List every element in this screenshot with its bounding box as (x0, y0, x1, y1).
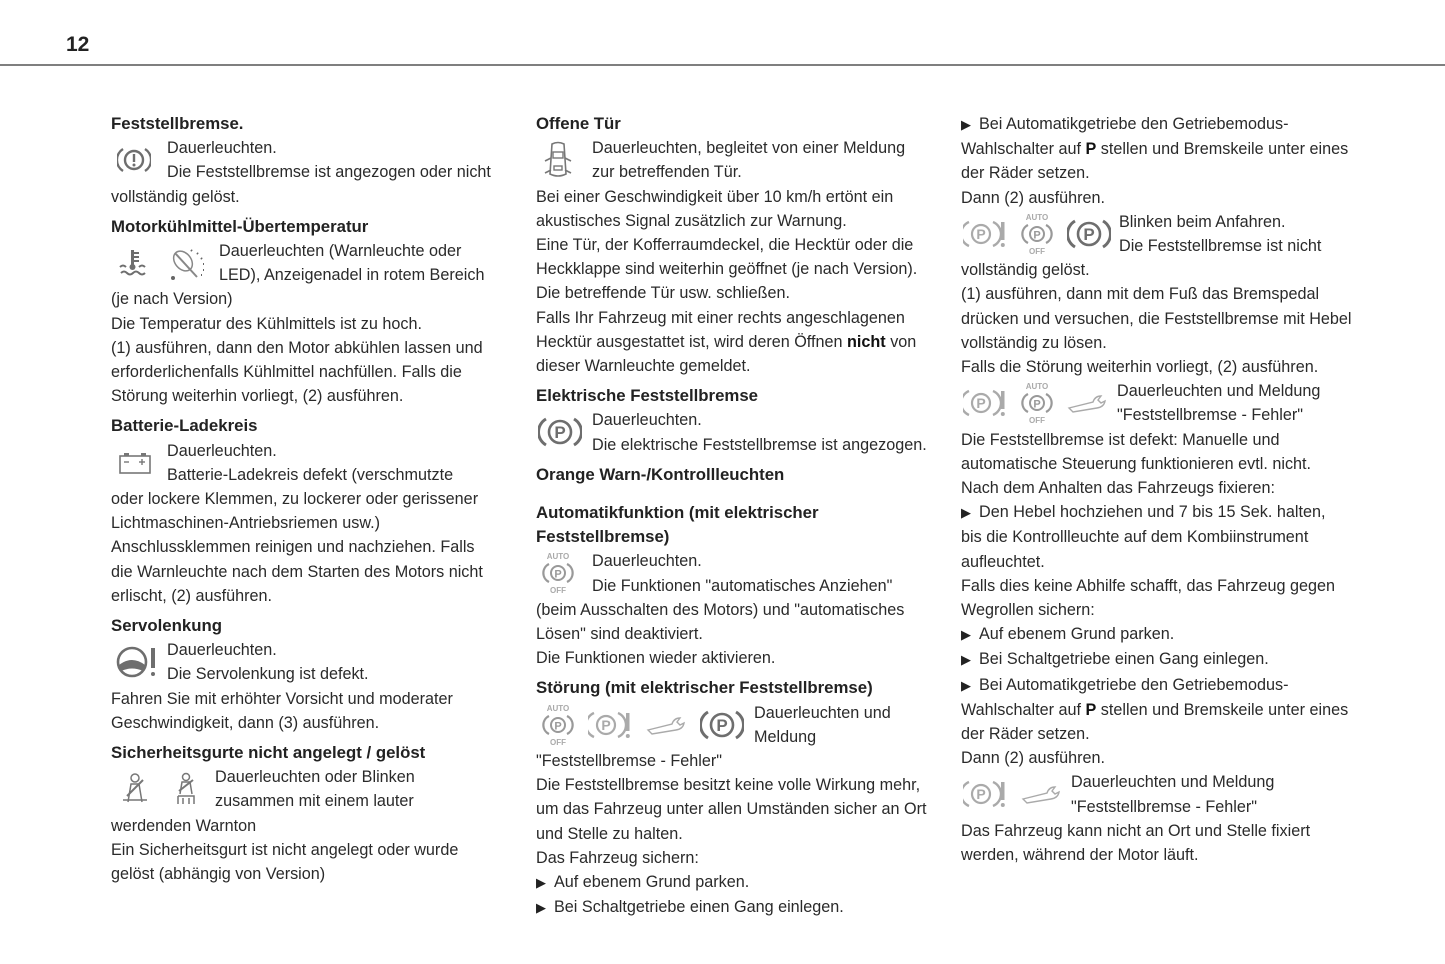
list-item: ▶ Auf ebenem Grund parken. (961, 622, 1361, 647)
svg-text:P: P (554, 720, 562, 733)
electric-parking-brake-icon (700, 708, 744, 742)
section-title-auto-function: Automatikfunktion (mit elektrischer (536, 503, 819, 523)
section-title-coolant: Motorkühlmittel-Übertemperatur (111, 216, 369, 236)
section-title-power-steering: Servolenkung (111, 616, 222, 636)
auto-off-parking-icon (1021, 212, 1053, 256)
svg-text:P: P (601, 716, 611, 733)
wrench-icon (646, 715, 686, 735)
auto-off-parking-icon (1021, 381, 1053, 425)
section-title-parking-brake: Feststellbremse. (111, 114, 244, 133)
svg-text:P: P (716, 715, 728, 735)
brake-warning-icon (117, 136, 151, 184)
coolant-temperature-icon (117, 248, 149, 278)
svg-text:P: P (1083, 224, 1095, 244)
svg-text:P: P (976, 395, 986, 412)
power-steering-icon (115, 638, 159, 686)
svg-text:OFF: OFF (1029, 416, 1045, 426)
section-title-electric-parking-brake: Elektrische Feststellbremse (536, 386, 758, 406)
svg-text:AUTO: AUTO (1025, 212, 1049, 222)
seatbelt-driver-icon (121, 772, 149, 806)
list-item: ▶ Bei Schaltgetriebe einen Gang einlegen. (961, 647, 1361, 672)
section-title-orange-lights: Orange Warn-/Kontrollleuchten (536, 464, 785, 484)
parking-brake-fault-icon (963, 219, 1007, 249)
list-item: ▶ Bei Automatikgetriebe den Getriebemodus- (961, 673, 1361, 698)
svg-text:P: P (554, 568, 562, 581)
wrench-icon (1067, 393, 1107, 413)
svg-text:P: P (976, 225, 986, 242)
svg-text:AUTO: AUTO (546, 552, 570, 562)
parking-brake-fault-icon (963, 388, 1007, 418)
svg-text:OFF: OFF (550, 737, 566, 747)
svg-text:AUTO: AUTO (546, 703, 570, 713)
svg-text:OFF: OFF (1029, 246, 1045, 256)
electric-parking-brake-icon (538, 408, 582, 456)
column-3: ▶ Bei Automatikgetriebe den Getriebemodus- Wahlschalter auf P stellen und Bremskeile unter eines der Räder setzen. Dann (2) ausführen. P AUTO P OFF P Blinken beim Anfahren. Die Feststellbremse ist nicht vollständig gelöst. (1) ausführen, dann mit dem Fuß das Bremspedal drücken und versuchen, die Feststellbremse mit Hebel vollständig zu lösen. Falls die Störung weiterhin vorliegt, (2) ausführen. P AUTO P OFF Dauerleuchten und Meldung "Feststellbremse - Fehler" Die Feststellbremse ist defekt: Manuelle und automatische Steuerung funktionieren evtl. nicht. Nach dem Anhalten das Fahrzeugs fixieren: ▶ Den Hebel hochziehen und 7 bis 15 Sek. halten, bis die Kontrollleuchte auf dem Kombiinstrument aufleuchtet. Falls dies keine Abhilfe schafft, das Fahrzeug gegen Wegrollen sichern: ▶ Auf ebenem Grund parken. ▶ Bei Schaltgetriebe einen Gang einlegen. ▶ Bei Automatikgetriebe den Getriebemodus- Wahlschalter auf P stellen und Bremskeile unter eines der Räder setzen. Dann (2) ausführen. P Dauerleuchten und Meldung "Feststellbremse - Fehler" Das Fahrzeug kann nicht an Ort und Stelle fixiert werden, während der Motor läuft. (961, 112, 1361, 867)
auto-off-parking-icon (542, 549, 574, 597)
list-item: ▶ Bei Schaltgetriebe einen Gang einlegen. (536, 895, 936, 920)
open-door-icon (542, 136, 574, 184)
parking-brake-fault-icon (588, 710, 632, 740)
svg-text:P: P (1033, 229, 1041, 242)
battery-icon (119, 439, 151, 487)
svg-text:OFF: OFF (550, 586, 566, 596)
auto-off-parking-icon (542, 703, 574, 747)
svg-text:P: P (976, 786, 986, 803)
svg-text:AUTO: AUTO (1025, 382, 1049, 392)
section-title-seatbelts: Sicherheitsgurte nicht angelegt / gelöst (111, 743, 426, 763)
list-item: ▶ Auf ebenem Grund parken. (536, 870, 936, 895)
parking-brake-fault-icon (963, 779, 1007, 809)
electric-parking-brake-icon (1067, 217, 1111, 251)
wrench-icon (1021, 784, 1061, 804)
header-rule (0, 64, 1445, 66)
section-title-battery: Batterie-Ladekreis (111, 416, 258, 436)
temperature-gauge-icon (167, 245, 211, 281)
column-1: Feststellbremse. Dauerleuchten. Die Feststellbremse ist angezogen oder nicht vollständig gelöst. Motorkühlmittel-Übertemperatur Dauerleuchten (Warnleuchte oder LED), Anzeigenadel in rotem Bereich (je nach Version) Die Temperatur des Kühlmittels ist zu hoch. (1) ausführen, dann den Motor abkühlen lassen und erforderlichenfalls Kühlmittel nachfüllen. Falls die Störung weiterhin vorliegt, (2) ausführen. Batterie-Ladekreis Dauerleuchten. Batterie-Ladekreis defekt (verschmutzte oder lockere Klemmen, zu lockerer oder gerissener Lichtmaschinen-Antriebsriemen usw.) Anschlussklemmen reinigen und nachziehen. Falls die Warnleuchte nach dem Starten des Motors nicht erlischt, (2) ausführen. Servolenkung Dauerleuchten. Die Servolenkung ist defekt. Fahren Sie mit erhöhter Vorsicht und moderater Geschwindigkeit, dann (3) ausführen. Sicherheitsgurte nicht angelegt / gelöst Dauerleuchten oder Blinken zusammen mit einem lauter werdenden Warnton Ein Sicherheitsgurt ist nicht angelegt oder wurde gelöst (abhängig von Version) (111, 112, 506, 886)
svg-text:P: P (1033, 398, 1041, 411)
section-title-open-door: Offene Tür (536, 114, 621, 133)
section-title-fault: Störung (mit elektrischer Feststellbremse) (536, 678, 873, 698)
seatbelt-passenger-icon (175, 772, 197, 806)
list-item: ▶ Bei Automatikgetriebe den Getriebemodus- (961, 112, 1361, 137)
svg-text:P: P (554, 423, 566, 443)
list-item: ▶ Den Hebel hochziehen und 7 bis 15 Sek. halten, (961, 500, 1361, 525)
page-number: 12 (66, 33, 90, 56)
column-2: Offene Tür Dauerleuchten, begleitet von einer Meldung zur betreffenden Tür. Bei einer Geschwindigkeit über 10 km/h ertönt ein akustisches Signal zusätzlich zur Warnung. Eine Tür, der Kofferraumdeckel, die Hecktür oder die Heckklappe sind weiterhin geöffnet (je nach Version). Die betreffende Tür usw. schließen. Falls Ihr Fahrzeug mit einer rechts angeschlagenen Hecktür ausgestattet ist, wird deren Öffnen nicht von dieser Warnleuchte gemeldet. Elektrische Feststellbremse P Dauerleuchten. Die elektrische Feststellbremse ist angezogen. Orange Warn-/Kontrollleuchten Automatikfunktion (mit elektrischer Feststellbremse) AUTO P OFF Dauerleuchten. Die Funktionen "automatisches Anziehen" (beim Ausschalten des Motors) und "automatisches Lösen" sind deaktiviert. Die Funktionen wieder aktivieren. Störung (mit elektrischer Feststellbremse) AUTO P OFF P P Dauerleuchten und Meldung "Feststellbremse - Fehler" Die Feststellbremse besitzt keine volle Wirkung mehr, um das Fahrzeug unter allen Umständen sicher an Ort und Stelle zu halten. Das Fahrzeug sichern: ▶ Auf ebenem Grund parken. ▶ Bei Schaltgetriebe einen Gang einlegen. (536, 112, 936, 921)
